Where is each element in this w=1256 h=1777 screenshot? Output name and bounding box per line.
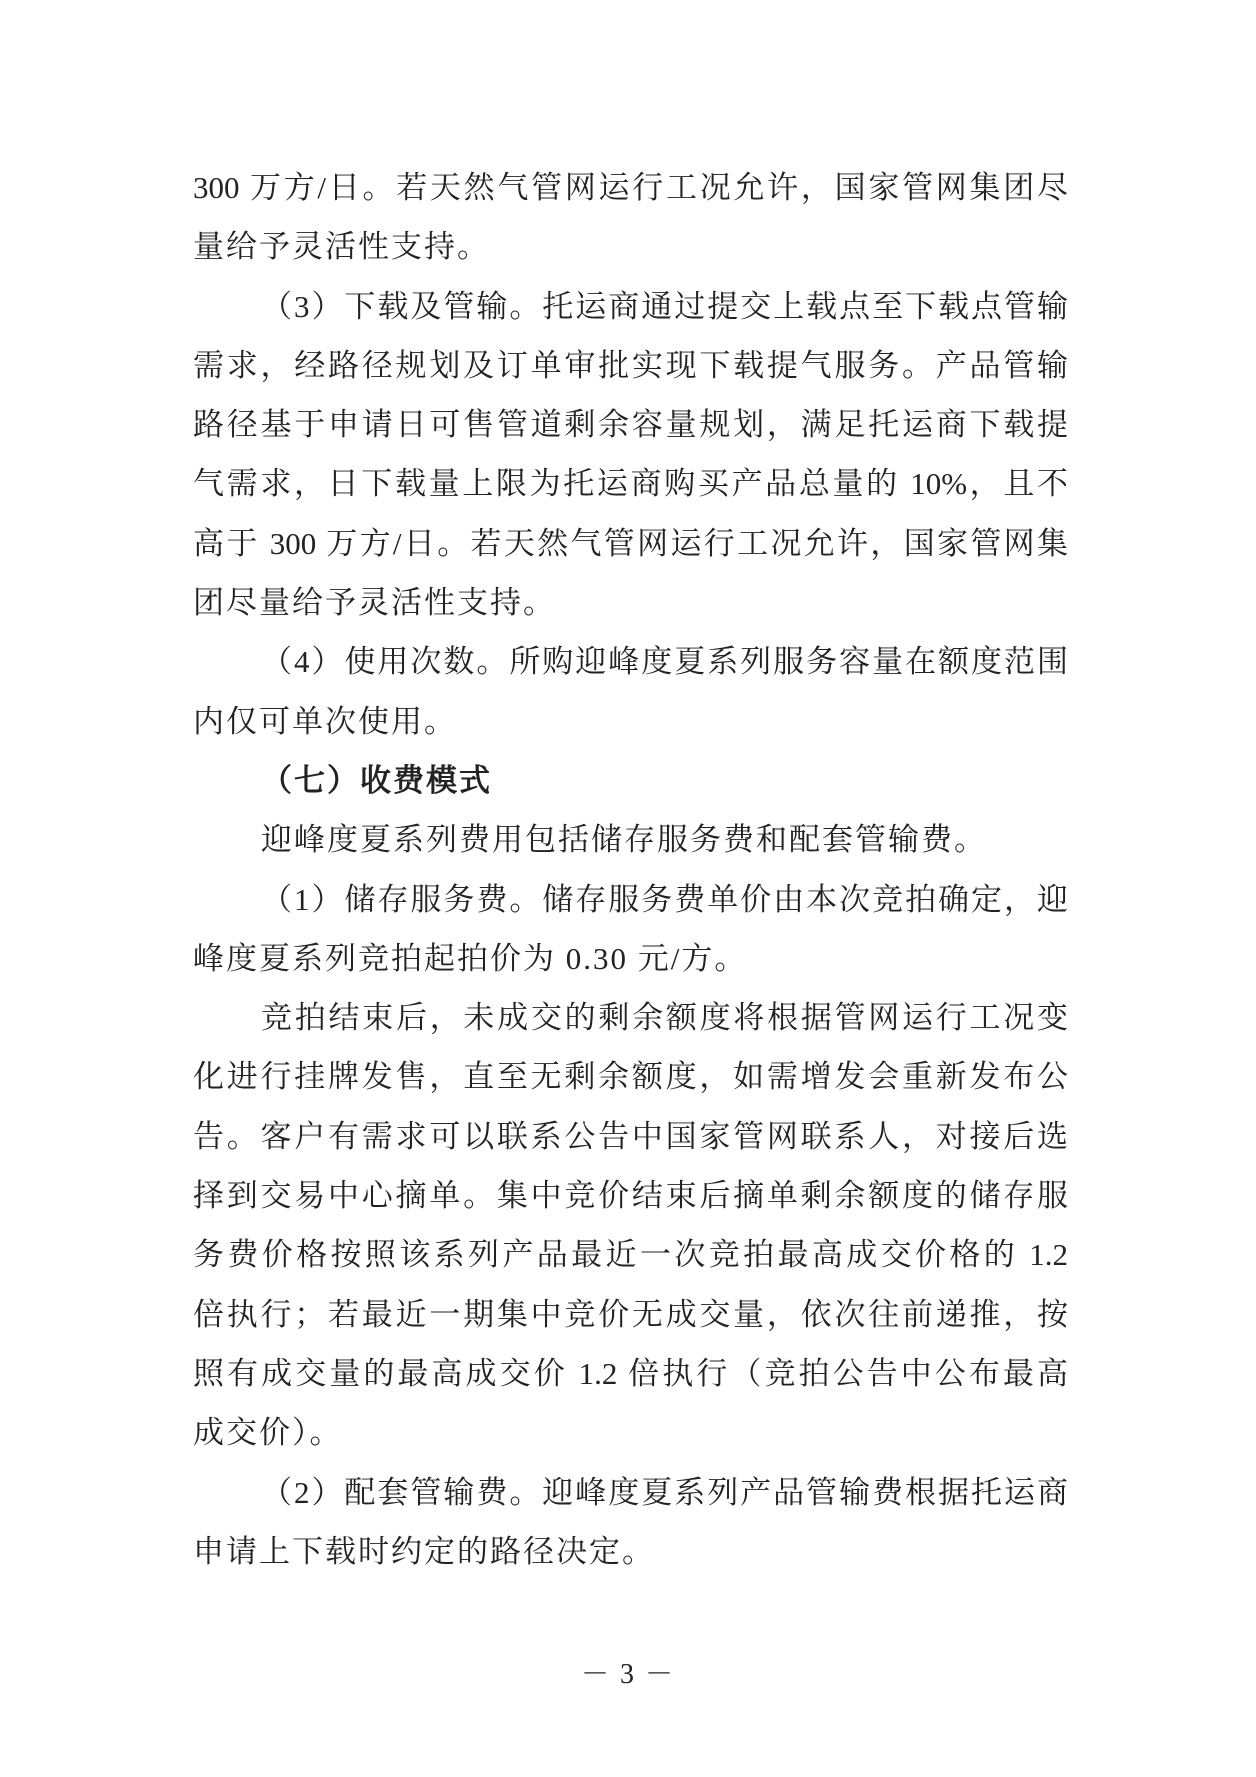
text-line: 气需求，日下载量上限为托运商购买产品总量的 10%，且不 <box>193 466 1068 502</box>
text-line: （1）储存服务费。储存服务费单价由本次竞拍确定，迎 <box>261 881 1068 917</box>
text-line: 化进行挂牌发售，直至无剩余额度，如需增发会重新发布公 <box>193 1059 1068 1095</box>
text-line: 成交价）。 <box>193 1415 343 1451</box>
paragraph <box>193 277 1068 633</box>
text-line: 照有成交量的最高成交价 1.2 倍执行（竞拍公告中公布最高 <box>193 1355 1068 1391</box>
text-line: 竞拍结束后，未成交的剩余额度将根据管网运行工况变 <box>261 1000 1068 1036</box>
text-line: 量给予灵活性支持。 <box>193 229 490 265</box>
text-line: 择到交易中心摘单。集中竞价结束后摘单剩余额度的储存服 <box>193 1178 1068 1214</box>
text-line: （3）下载及管输。托运商通过提交上载点至下载点管输 <box>261 288 1068 324</box>
text-line: 务费价格按照该系列产品最近一次竞拍最高成交价格的 1.2 <box>193 1237 1068 1273</box>
text-line: 倍执行；若最近一期集中竞价无成交量，依次往前递推，按 <box>193 1296 1068 1332</box>
text-line: 申请上下载时约定的路径决定。 <box>193 1533 655 1569</box>
paragraph <box>193 988 1068 1462</box>
text-line: 团尽量给予灵活性支持。 <box>193 585 556 621</box>
paragraph <box>193 870 1068 989</box>
text-line: 迎峰度夏系列费用包括储存服务费和配套管输费。 <box>261 822 987 858</box>
text-line: 告。客户有需求可以联系公告中国家管网联系人，对接后选 <box>193 1118 1068 1154</box>
text-line: 峰度夏系列竞拍起拍价为 0.30 元/方。 <box>193 940 748 976</box>
text-line: （2）配套管输费。迎峰度夏系列产品管输费根据托运商 <box>261 1474 1068 1510</box>
page-number: － 3 － <box>580 1659 675 1690</box>
text-line: 内仅可单次使用。 <box>193 703 457 739</box>
paragraph <box>193 1463 1068 1582</box>
text-line: 需求，经路径规划及订单审批实现下载提气服务。产品管输 <box>193 347 1068 383</box>
text-line: （4）使用次数。所购迎峰度夏系列服务容量在额度范围 <box>261 644 1068 680</box>
text-line: 300 万方/日。若天然气管网运行工况允许，国家管网集团尽 <box>193 170 1068 205</box>
paragraph <box>193 632 1068 751</box>
paragraph <box>193 810 1068 869</box>
section-heading: （七）收费模式 <box>261 762 492 798</box>
text-line: 高于 300 万方/日。若天然气管网运行工况允许，国家管网集 <box>193 525 1068 561</box>
text-line: 路径基于申请日可售管道剩余容量规划，满足托运商下载提 <box>193 407 1068 443</box>
paragraph <box>193 158 1068 277</box>
document-body <box>193 158 1068 1581</box>
